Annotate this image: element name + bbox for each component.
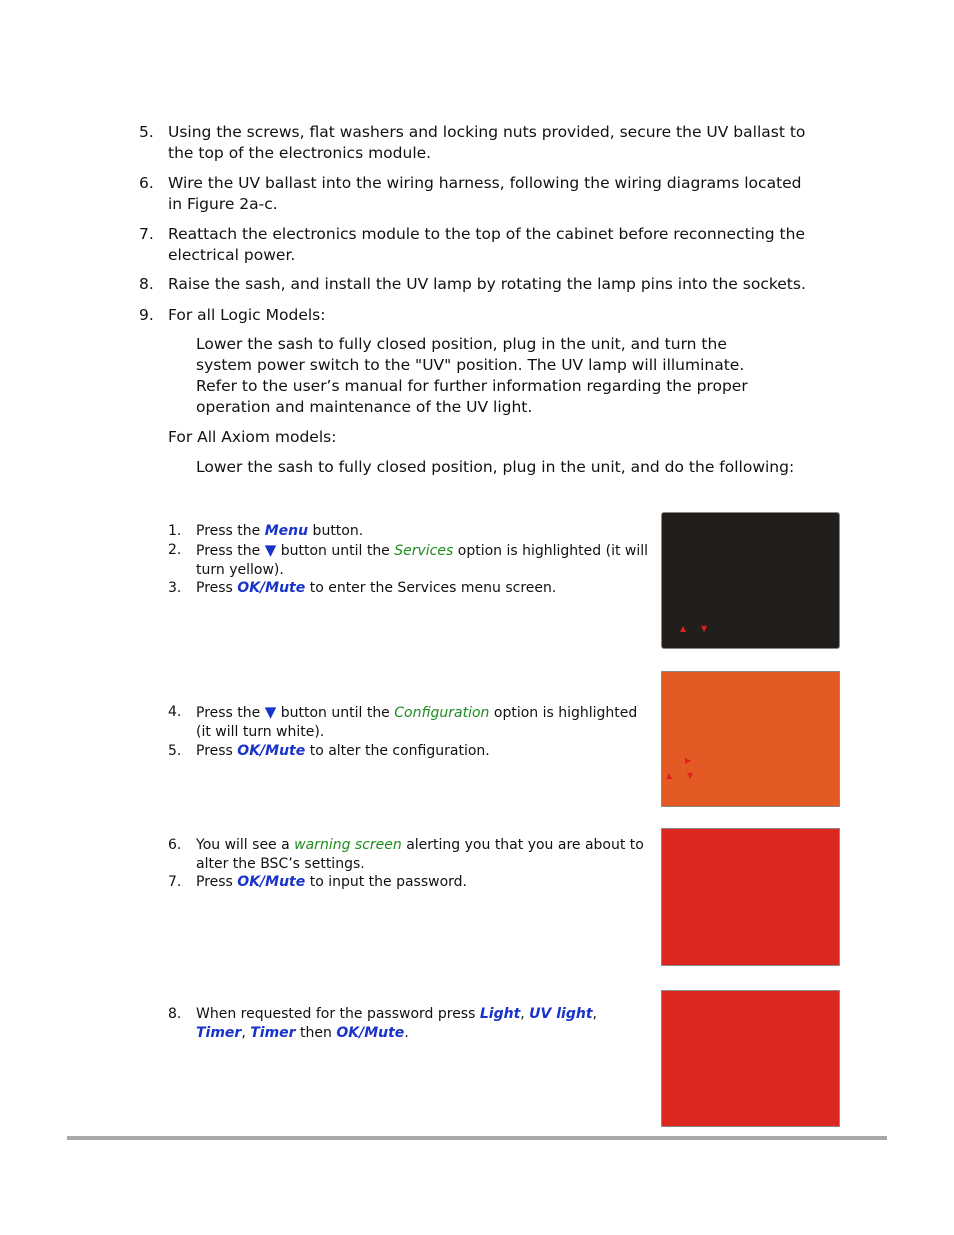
step-text: Wire the UV ballast into the wiring harness, following the wiring diagrams located in Figure 2a-c. xyxy=(168,174,802,213)
text: button until the xyxy=(276,543,395,559)
substep-number: 3. xyxy=(168,580,182,596)
ok-mute-button-ref: OK/Mute xyxy=(237,874,306,890)
timer-button-ref: Timer xyxy=(250,1025,296,1041)
down-triangle-icon: ▼ xyxy=(264,541,277,559)
configuration-option-ref: Configuration xyxy=(394,705,490,721)
step-text: Reattach the electronics module to the top of the cabinet before reconnecting the electrical power. xyxy=(168,225,805,264)
text: option is highlighted (it will turn yellow). xyxy=(196,543,649,578)
text: When requested for the password press xyxy=(196,1006,480,1022)
text: button until the xyxy=(276,705,395,721)
menu-screen-image xyxy=(661,512,840,649)
substep-number: 1. xyxy=(168,523,182,539)
substep-number: 4. xyxy=(168,704,182,720)
text: to input the password. xyxy=(305,874,468,890)
ok-mute-button-ref: OK/Mute xyxy=(336,1025,405,1041)
text: option is highlighted (it will turn white). xyxy=(196,705,638,740)
arrow-up-icon: ▲ xyxy=(666,771,673,780)
step-number: 8. xyxy=(139,275,154,293)
substep-text xyxy=(196,836,651,874)
text: Press xyxy=(196,874,238,890)
step-number: 5. xyxy=(139,123,154,141)
substep-text xyxy=(196,873,651,892)
down-triangle-icon: ▼ xyxy=(264,703,277,721)
warning-screen-ref: warning screen xyxy=(294,837,402,853)
step-number: 6. xyxy=(139,174,154,192)
text: Press the xyxy=(196,705,265,721)
services-screen-image xyxy=(661,671,840,807)
step-text: Raise the sash, and install the UV lamp by rotating the lamp pins into the sockets. xyxy=(168,275,806,293)
text: Press the xyxy=(196,523,265,539)
substep-text xyxy=(196,522,651,541)
step-text: Using the screws, flat washers and locking nuts provided, secure the UV ballast to the top of the electronics module. xyxy=(168,123,806,162)
timer-button-ref: Timer xyxy=(196,1025,242,1041)
footer-rule xyxy=(67,1136,887,1140)
substep-text xyxy=(196,1005,651,1043)
text: alerting you that you are about to alter the BSC’s settings. xyxy=(196,837,644,872)
axiom-heading: For All Axiom models: xyxy=(168,428,337,446)
services-option-ref: Services xyxy=(394,543,454,559)
substep-number: 7. xyxy=(168,874,182,890)
step-text: For all Logic Models: xyxy=(168,306,326,324)
text: to alter the configuration. xyxy=(305,743,490,759)
uv-light-button-ref: UV light xyxy=(529,1006,593,1022)
arrow-down-icon: ▼ xyxy=(701,624,708,633)
substep-text xyxy=(196,742,651,761)
ok-mute-button-ref: OK/Mute xyxy=(237,580,306,596)
substep-text xyxy=(196,703,651,742)
text: , xyxy=(592,1006,597,1022)
light-button-ref: Light xyxy=(479,1006,521,1022)
text: button. xyxy=(308,523,364,539)
arrow-right-icon: ▶ xyxy=(685,756,692,765)
substep-number: 5. xyxy=(168,743,182,759)
axiom-text: Lower the sash to fully closed position, plug in the unit, and do the following: xyxy=(196,458,795,476)
substep-text xyxy=(196,579,651,598)
ok-mute-button-ref: OK/Mute xyxy=(237,743,306,759)
text: Press xyxy=(196,580,238,596)
substep-number: 8. xyxy=(168,1006,182,1022)
arrow-down-icon: ▼ xyxy=(687,771,694,780)
text: Press the xyxy=(196,543,265,559)
text: You will see a xyxy=(196,837,295,853)
text: Press xyxy=(196,743,238,759)
logic-models-text: Lower the sash to fully closed position, plug in the unit, and turn the system power switch to the "UV" position. The UV lamp will illuminate. Refer to the user’s manual for further information regarding the proper operation and maintenance of the UV light. xyxy=(196,335,748,416)
warning-screen-image xyxy=(661,828,840,966)
text: . xyxy=(404,1025,409,1041)
step-number: 9. xyxy=(139,306,154,324)
step-number: 7. xyxy=(139,225,154,243)
text: , xyxy=(520,1006,530,1022)
arrow-up-icon: ▲ xyxy=(680,624,687,633)
text: then xyxy=(295,1025,337,1041)
text: , xyxy=(241,1025,251,1041)
substep-number: 6. xyxy=(168,837,182,853)
text: to enter the Services menu screen. xyxy=(305,580,557,596)
menu-button-ref: Menu xyxy=(264,523,309,539)
substep-text xyxy=(196,541,651,580)
substep-number: 2. xyxy=(168,542,182,558)
password-screen-image xyxy=(661,990,840,1127)
